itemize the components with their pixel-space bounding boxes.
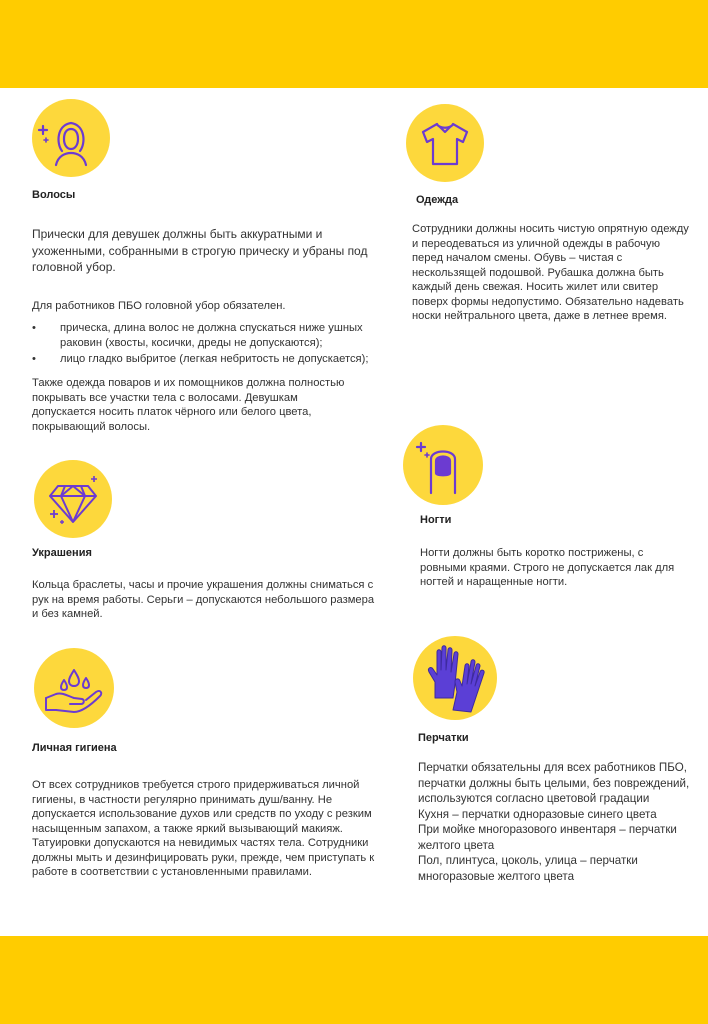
top-yellow-band: [0, 0, 708, 88]
hand-drops-icon: [34, 648, 114, 728]
gloves-text: [418, 760, 700, 884]
hair-paragraph-3: Также одежда поваров и их помощников должна полностью покрывать все участки тела с волосами. Девушкам допускается носить платок чёрного или белого цвета, покрывающий волосы.: [32, 377, 345, 433]
gloves-line-1: Перчатки обязательны для всех работников ПБО, перчатки должны быть целыми, без повреждений, используются согласно цветовой градации: [418, 761, 690, 805]
jewelry-title: Украшения: [32, 547, 92, 559]
hair-bullet-1: • прическа, длина волос не должна спускаться ниже ушных раковин (хвосты, косички, дреды не допускаются);: [32, 321, 394, 351]
clothes-title: Одежда: [416, 194, 459, 206]
nail-icon: [403, 425, 483, 505]
gloves-icon: [413, 636, 497, 720]
gloves-line-4: Пол, плинтуса, цоколь, улица – перчатки многоразовые желтого цвета: [418, 854, 638, 883]
hair-title: Волосы: [32, 189, 76, 201]
hair-bullet-2-text: лицо гладко выбритое (легкая небритость не допускается);: [60, 353, 369, 365]
nails-title: Ногти: [420, 514, 452, 526]
hygiene-title: Личная гигиена: [32, 742, 117, 754]
clothes-text: Сотрудники должны носить чистую опрятную одежду и переодеваться из уличной одежды в рабочую перед началом смены. Обувь – чистая с нескользящей подошвой. Рубашка должна быть каждый день свежая. Носить жилет или свитер поверх формы недопустимо. Обязательно надевать носки нейтрального цвета, даже в летнее время.: [412, 223, 689, 322]
gloves-title: Перчатки: [418, 732, 469, 744]
t-shirt-icon: [406, 104, 484, 182]
hair-bullet-2: • лицо гладко выбритое (легкая небритость не допускается);: [32, 352, 394, 368]
hygiene-text: От всех сотрудников требуется строго придерживаться личной гигиены, в частности регулярно принимать душ/ванну. Не допускается использование духов или средств по уходу с резким насыщенным запахом, а также яркий вызывающий макияж. Татуировки допускаются на невидимых частях тела. Сотрудники должны мыть и дезинфицировать руки, прежде, чем приступать к работе в соответствии с установленными правилами.: [32, 779, 375, 878]
gloves-line-3: При мойке многоразового инвентаря – перчатки желтого цвета: [418, 823, 677, 852]
hair-paragraph-2: Для работников ПБО головной убор обязателен.: [32, 300, 286, 312]
bottom-yellow-band: [0, 936, 708, 1024]
woman-face-icon: [32, 99, 110, 177]
jewelry-text: Кольца браслеты, часы и прочие украшения должны сниматься с рук на время работы. Серьги – допускаются небольшого размера и без камней.: [32, 579, 375, 620]
gloves-line-2: Кухня – перчатки одноразовые синего цвета: [418, 807, 657, 821]
hair-paragraph-1: Прически для девушек должны быть аккуратными и ухоженными, собранными в строгую прическу и убраны под головной убор.: [32, 227, 368, 274]
diamond-icon: [34, 460, 112, 538]
hair-bullet-1-text: прическа, длина волос не должна спускаться ниже ушных раковин (хвосты, косички, дреды не допускаются);: [60, 322, 363, 349]
nails-text: Ногти должны быть коротко пострижены, с ровными краями. Строго не допускается лак для ногтей и наращенные ногти.: [420, 547, 675, 588]
